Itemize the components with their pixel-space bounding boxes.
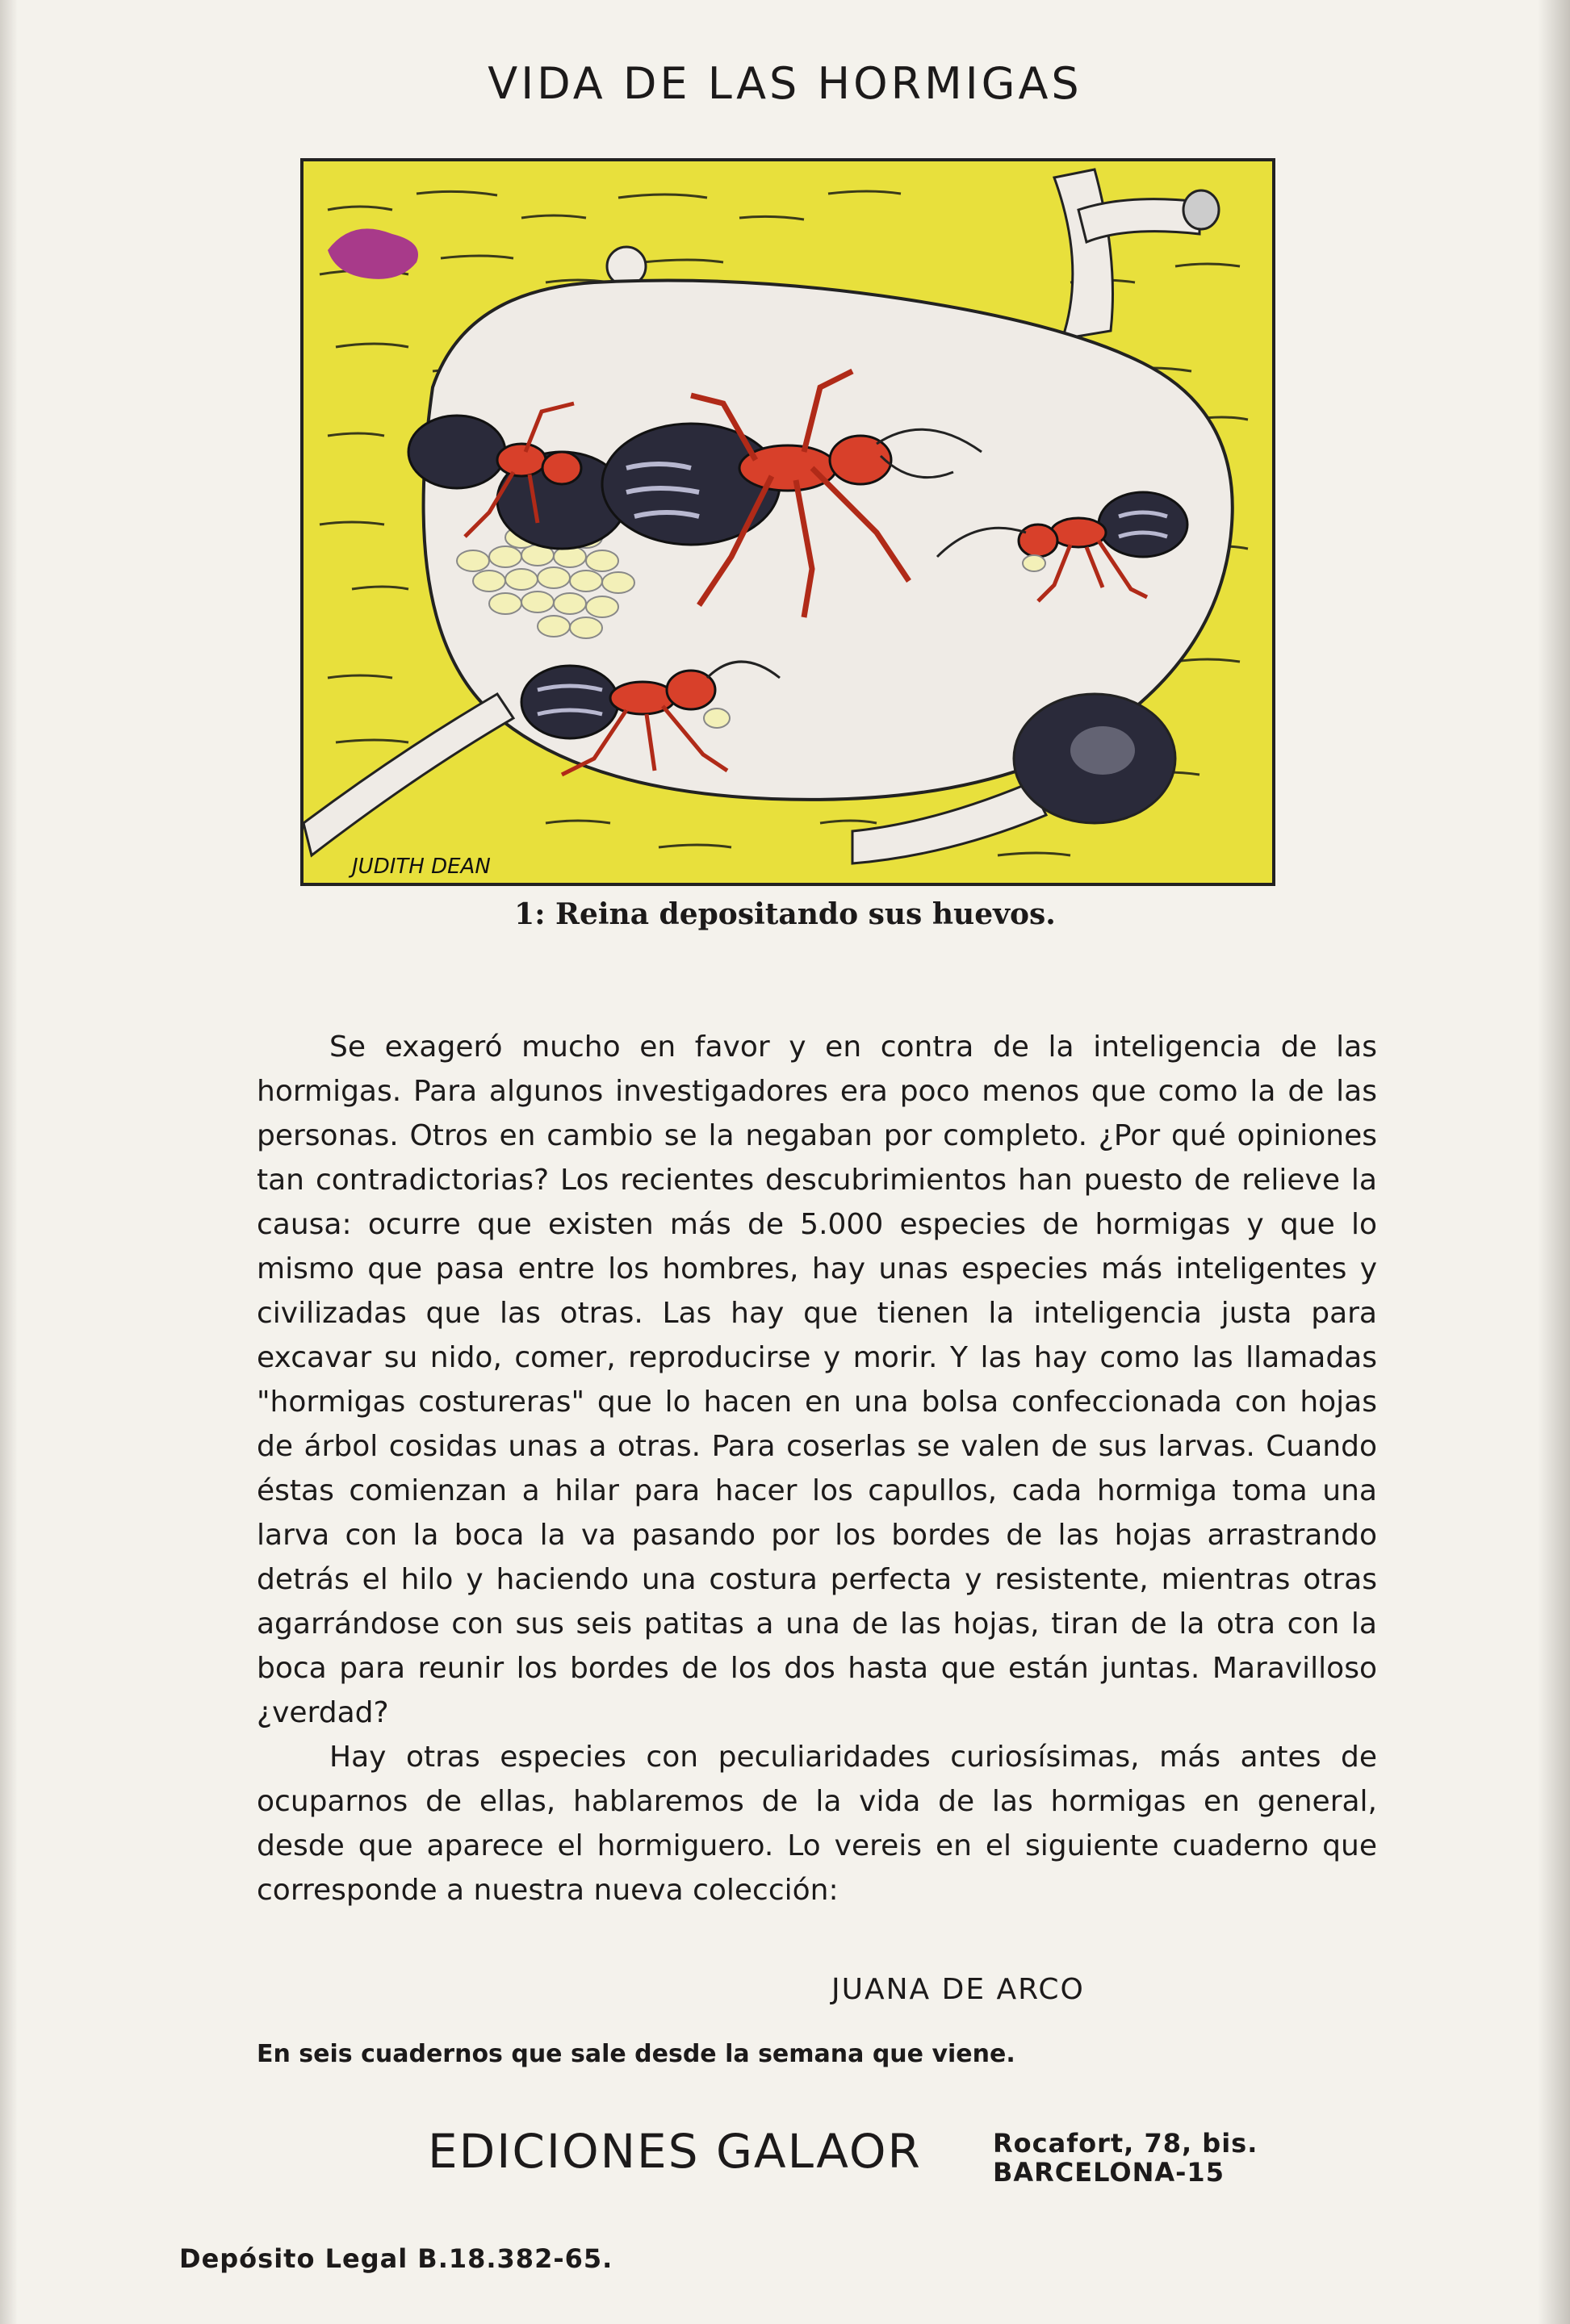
article-body xyxy=(257,1025,1377,1912)
illustration-caption: 1: Reina depositando sus huevos. xyxy=(514,897,1056,931)
series-notice: En seis cuadernos que sale desde la semana que viene. xyxy=(257,2040,1015,2068)
address-line: Rocafort, 78, bis. xyxy=(993,2128,1258,2159)
artist-signature: JUDITH DEAN xyxy=(352,855,491,879)
publisher-name: EDICIONES GALAOR xyxy=(428,2124,922,2179)
author-signature: JUANA DE ARCO xyxy=(831,1973,1085,2006)
publisher-address xyxy=(993,2129,1258,2187)
paragraph: Hay otras especies con peculiaridades curiosísimas, más antes de ocuparnos de ellas, hablaremos de la vida de las hormigas en general, desde que aparece el hormiguero. Lo vereis en el siguiente cuaderno que corresponde a nuestra nueva colección: xyxy=(257,1741,1377,1907)
page-edge-shadow xyxy=(0,0,18,2324)
page-edge-shadow xyxy=(1538,0,1570,2324)
ant-nest-illustration xyxy=(300,158,1275,886)
legal-deposit: Depósito Legal B.18.382-65. xyxy=(179,2243,613,2274)
address-line: BARCELONA-15 xyxy=(993,2157,1225,2188)
page-title: VIDA DE LAS HORMIGAS xyxy=(488,58,1082,109)
paragraph: Se exageró mucho en favor y en contra de la inteligencia de las hormigas. Para algunos investigadores era poco menos que como la de las personas. Otros en cambio se la negaban por completo. ¿Por qué opiniones tan contradictorias? Los recientes descubrimientos han puesto de relieve la causa: ocurre que existen más de 5.000 especies de hormigas y que lo mismo que pasa entre los hombres, hay unas especies más inteligentes y civilizadas que las otras. Las hay que tienen la inteligencia justa para excavar su nido, comer, reproducirse y morir. Y las hay como las llamadas "hormigas costureras" que lo hacen en una bolsa confeccionada con hojas de árbol cosidas unas a otras. Para coserlas se valen de sus larvas. Cuando éstas comienzan a hilar para hacer los capullos, cada hormiga toma una larva con la boca la va pasando por los bordes de las hojas arrastrando detrás el hilo y haciendo una costura perfecta y resistente, mientras otras agarrándose con sus seis patitas a una de las hojas, tiran de la otra con la boca para reunir los bordes de los dos hasta que están juntas. Maravilloso ¿verdad? xyxy=(257,1030,1377,1729)
